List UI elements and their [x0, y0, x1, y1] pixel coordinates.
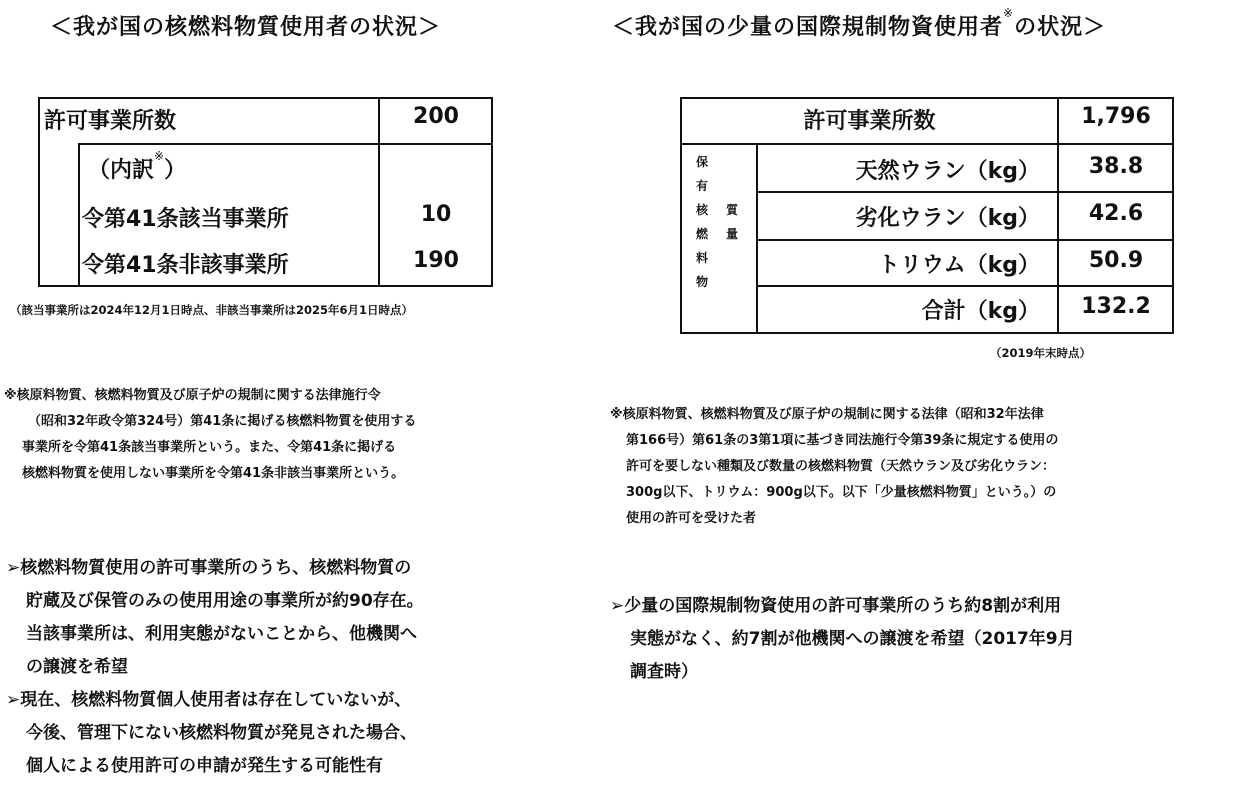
- footnote-line: 核燃料物質を使用しない事業所を令第41条非該当事業所という。: [22, 466, 405, 481]
- right-footnote: [610, 402, 1058, 532]
- left-title: ＜我が国の核燃料物質使用者の状況＞: [50, 15, 442, 40]
- right-row-value: 50.9: [1088, 248, 1144, 273]
- left-table-indent-divider: [78, 143, 80, 287]
- right-total-value: 1,796: [1081, 104, 1151, 129]
- right-row-label: 劣化ウラン（kg）: [855, 206, 1040, 231]
- footnote-line: 事業所を令第41条該当事業所という。また、令第41条に掲げる: [22, 440, 397, 455]
- bullet-item: [6, 552, 424, 684]
- bullet-item: [6, 684, 424, 783]
- left-table-header-divider: [78, 143, 493, 145]
- right-table-note: （2019年末時点）: [990, 346, 1092, 360]
- right-table-row-divider: [756, 191, 1174, 193]
- right-bullets: [610, 590, 1075, 689]
- breakdown-close: ）: [164, 158, 187, 183]
- right-title-suffix: の状況＞: [1014, 15, 1107, 40]
- bullet-line: 実態がなく、約7割が他機関への譲渡を希望（2017年9月: [630, 629, 1075, 649]
- right-row-value: 42.6: [1088, 201, 1144, 226]
- bullet-line: の譲渡を希望: [26, 657, 128, 677]
- left-footnote: [4, 383, 416, 487]
- right-row-value: 132.2: [1081, 294, 1151, 319]
- group-label-col1: 保 有 核 燃 料 物: [695, 155, 708, 289]
- bullet-line: 調査時）: [630, 662, 698, 682]
- bullet-line: ➢現在、核燃料物質個人使用者は存在していないが、: [6, 690, 412, 710]
- left-row-label: 令第41条該当事業所: [82, 207, 289, 232]
- right-title-text: ＜我が国の少量の国際規制物資使用者: [612, 15, 1004, 40]
- right-total-label: 許可事業所数: [803, 109, 936, 134]
- right-row-label: 天然ウラン（kg）: [855, 159, 1040, 184]
- left-total-label: 許可事業所数: [44, 109, 177, 134]
- footnote-mark: ※: [1003, 6, 1015, 20]
- left-table-note: （該当事業所は2024年12月1日時点、非該当事業所は2025年6月1日時点）: [10, 303, 414, 317]
- bullet-line: ➢少量の国際規制物資使用の許可事業所のうち約8割が利用: [610, 596, 1062, 616]
- right-table-row-divider: [756, 285, 1174, 287]
- arrow-bullet-icon: ➢: [6, 690, 21, 710]
- left-breakdown-label: [88, 149, 187, 184]
- footnote-line: 300g以下、トリウム：900g以下。以下「少量核燃料物質」という。）の: [626, 485, 1057, 500]
- left-row-value: 190: [413, 248, 459, 273]
- left-bullets: [6, 552, 424, 783]
- bullet-line: 貯蔵及び保管のみの使用用途の事業所が約90存在。: [26, 591, 424, 611]
- footnote-line: 第166号）第61条の3第1項に基づき同法施行令第39条に規定する使用の: [626, 433, 1059, 448]
- footnote-line: 許可を要しない種類及び数量の核燃料物質（天然ウラン及び劣化ウラン：: [626, 459, 1056, 474]
- left-total-value: 200: [413, 104, 459, 129]
- right-row-label: トリウム（kg）: [877, 253, 1040, 278]
- footnote-mark: ※: [154, 149, 165, 163]
- bullet-line: 当該事業所は、利用実態がないことから、他機関へ: [26, 624, 417, 644]
- right-table-header-divider: [680, 143, 1174, 145]
- group-label-col2: 質 量: [725, 203, 738, 241]
- bullet-line: 個人による使用許可の申請が発生する可能性有: [26, 756, 383, 776]
- breakdown-text: （内訳: [88, 158, 155, 183]
- footnote-line: ※核原料物質、核燃料物質及び原子炉の規制に関する法律施行令: [4, 388, 381, 403]
- bullet-line: ➢核燃料物質使用の許可事業所のうち、核燃料物質の: [6, 558, 412, 578]
- arrow-bullet-icon: ➢: [6, 558, 21, 578]
- left-row-value: 10: [420, 202, 452, 227]
- right-table-row-divider: [756, 239, 1174, 241]
- footnote-line: （昭和32年政令第324号）第41条に掲げる核燃料物質を使用する: [28, 414, 417, 429]
- right-title: [612, 6, 1107, 41]
- right-row-label: 合計（kg）: [921, 299, 1040, 324]
- bullet-item: [610, 590, 1075, 689]
- right-row-value: 38.8: [1088, 154, 1144, 179]
- footnote-line: 使用の許可を受けた者: [626, 511, 757, 526]
- arrow-bullet-icon: ➢: [610, 596, 625, 616]
- bullet-line: 今後、管理下にない核燃料物質が発見された場合、: [26, 723, 417, 743]
- left-row-label: 令第41条非該事業所: [82, 253, 289, 278]
- footnote-line: ※核原料物質、核燃料物質及び原子炉の規制に関する法律（昭和32年法律: [610, 407, 1044, 422]
